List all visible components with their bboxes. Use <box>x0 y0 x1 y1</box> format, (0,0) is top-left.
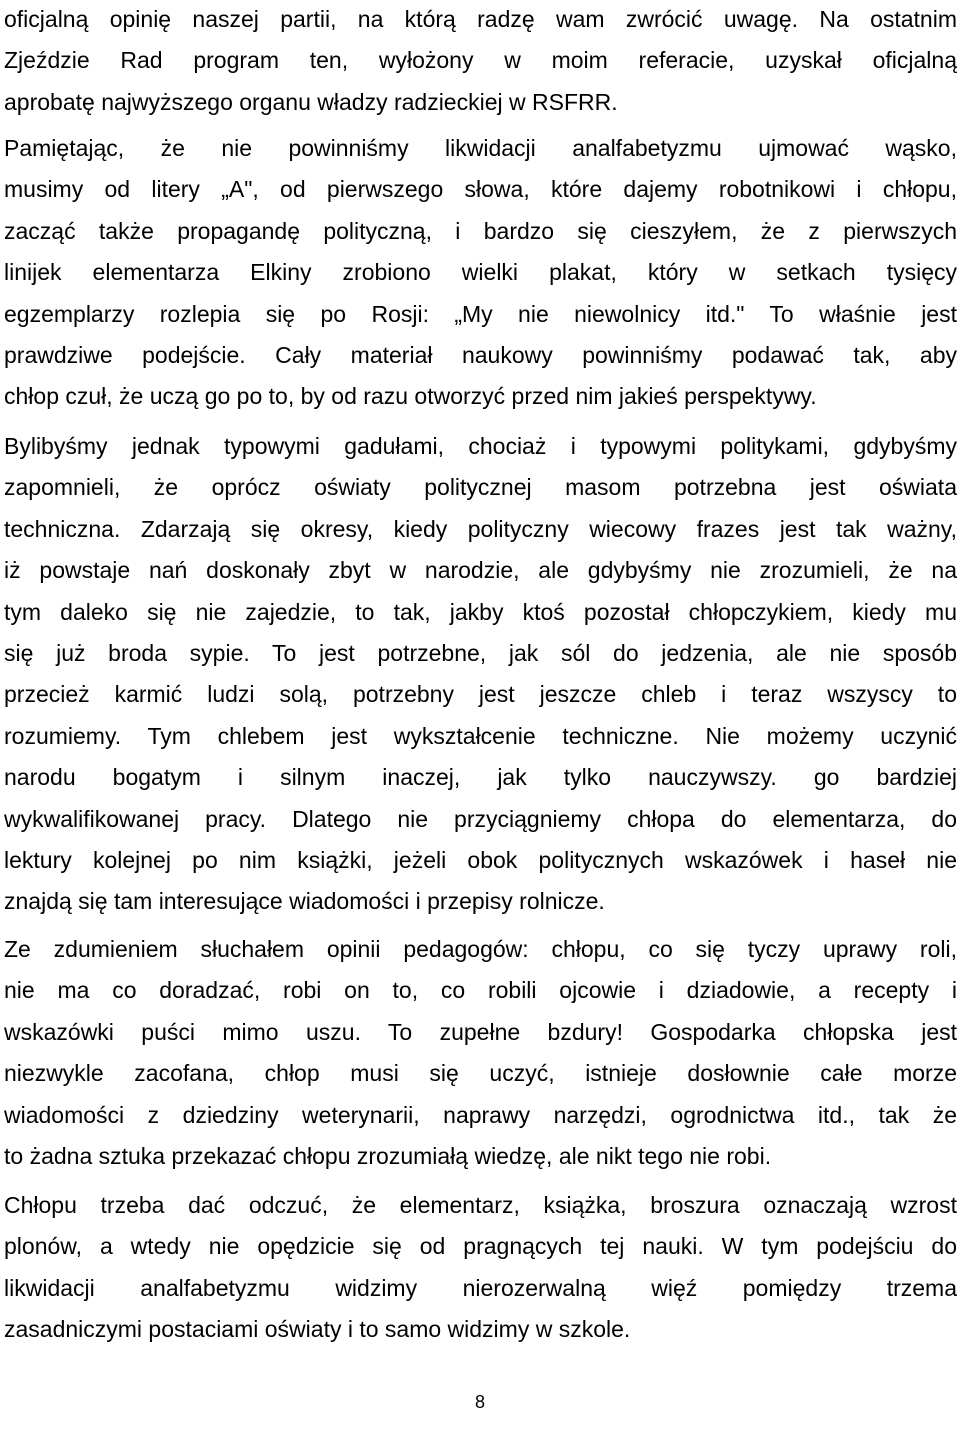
text-line: narodu bogatym i silnym inaczej, jak tylko nauczywszy. go bardziej <box>4 764 957 791</box>
text-line: znajdą się tam interesujące wiadomości i przepisy rolnicze. <box>4 888 605 915</box>
text-line: lektury kolejnej po nim książki, jeżeli obok politycznych wskazówek i haseł nie <box>4 846 957 873</box>
text-line: Pamiętając, że nie powinniśmy likwidacji analfabetyzmu ujmować wąsko, <box>4 135 957 161</box>
text-line: oficjalną opinię naszej partii, na którą radzę wam zwrócić uwagę. Na ostatnim <box>4 6 957 32</box>
text-line: Zjeździe Rad program ten, wyłożony w moim referacie, uzyskał oficjalną <box>4 47 957 74</box>
text-line: się już broda sypie. To jest potrzebne, jak sól do jedzenia, ale nie sposób <box>4 639 957 666</box>
text-line: wskazówki puści mimo uszu. To zupełne bzdury! Gospodarka chłopska jest <box>4 1018 957 1045</box>
text-line: wiadomości z dziedziny weterynarii, naprawy narzędzi, ogrodnictwa itd., tak że <box>4 1101 957 1128</box>
text-line: zapomnieli, że oprócz oświaty politycznej masom potrzebna jest oświata <box>4 474 957 501</box>
text-line: musimy od litery „A", od pierwszego słowa, które dajemy robotnikowi i chłopu, <box>4 176 957 203</box>
text-line: zasadniczymi postaciami oświaty i to samo widzimy w szkole. <box>4 1316 631 1343</box>
paragraph-5 <box>4 1185 957 1351</box>
text-line: prawdziwe podejście. Cały materiał naukowy powinniśmy podawać tak, aby <box>4 341 957 368</box>
text-line: egzemplarzy rozlepia się po Rosji: „My nie niewolnicy itd." To właśnie jest <box>4 300 957 327</box>
text-line: to żadna sztuka przekazać chłopu zrozumiałą wiedzę, ale nikt tego nie robi. <box>4 1142 772 1169</box>
paragraph-4 <box>4 929 957 1177</box>
text-line: iż powstaje nań doskonały zbyt w narodzie, ale gdybyśmy nie zrozumieli, że na <box>4 557 957 584</box>
text-line: Chłopu trzeba dać odczuć, że elementarz, książka, broszura oznaczają wzrost <box>4 1192 957 1218</box>
text-line: zacząć także propagandę polityczną, i bardzo się cieszyłem, że z pierwszych <box>4 217 957 244</box>
text-line: linijek elementarza Elkiny zrobiono wielki plakat, który w setkach tysięcy <box>4 259 957 286</box>
text-line: plonów, a wtedy nie opędzicie się od pragnących tej nauki. W tym podejściu do <box>4 1233 957 1260</box>
text-line: techniczna. Zdarzają się okresy, kiedy polityczny wiecowy frazes jest tak ważny, <box>4 515 957 542</box>
text-line: aprobatę najwyższego organu władzy radzieckiej w RSFRR. <box>4 88 618 115</box>
text-line: wykwalifikowanej pracy. Dlatego nie przyciągniemy chłopa do elementarza, do <box>4 805 957 832</box>
page-number: 8 <box>474 1392 485 1412</box>
text-line: Ze zdumieniem słuchałem opinii pedagogów: chłopu, co się tyczy uprawy roli, <box>4 936 957 962</box>
text-line: nie ma co doradzać, robi on to, co robili ojcowie i dziadowie, a recepty i <box>4 977 957 1004</box>
paragraph-1 <box>4 0 957 123</box>
text-line: tym daleko się nie zajedzie, to tak, jakby ktoś pozostał chłopczykiem, kiedy mu <box>4 598 957 625</box>
text-line: likwidacji analfabetyzmu widzimy nierozerwalną więź pomiędzy trzema <box>4 1274 957 1301</box>
text-line: niezwykle zacofana, chłop musi się uczyć, istnieje dosłownie całe morze <box>4 1060 957 1087</box>
text-line: rozumiemy. Tym chlebem jest wykształcenie techniczne. Nie możemy uczynić <box>4 722 957 749</box>
paragraph-2 <box>4 128 957 418</box>
text-line: chłop czuł, że uczą go po to, by od razu otworzyć przed nim jakieś perspektywy. <box>4 383 817 410</box>
paragraph-3 <box>4 426 957 923</box>
text-line: przecież karmić ludzi solą, potrzebny jest jeszcze chleb i teraz wszyscy to <box>4 681 957 708</box>
text-line: Bylibyśmy jednak typowymi gadułami, chociaż i typowymi politykami, gdybyśmy <box>4 433 957 459</box>
